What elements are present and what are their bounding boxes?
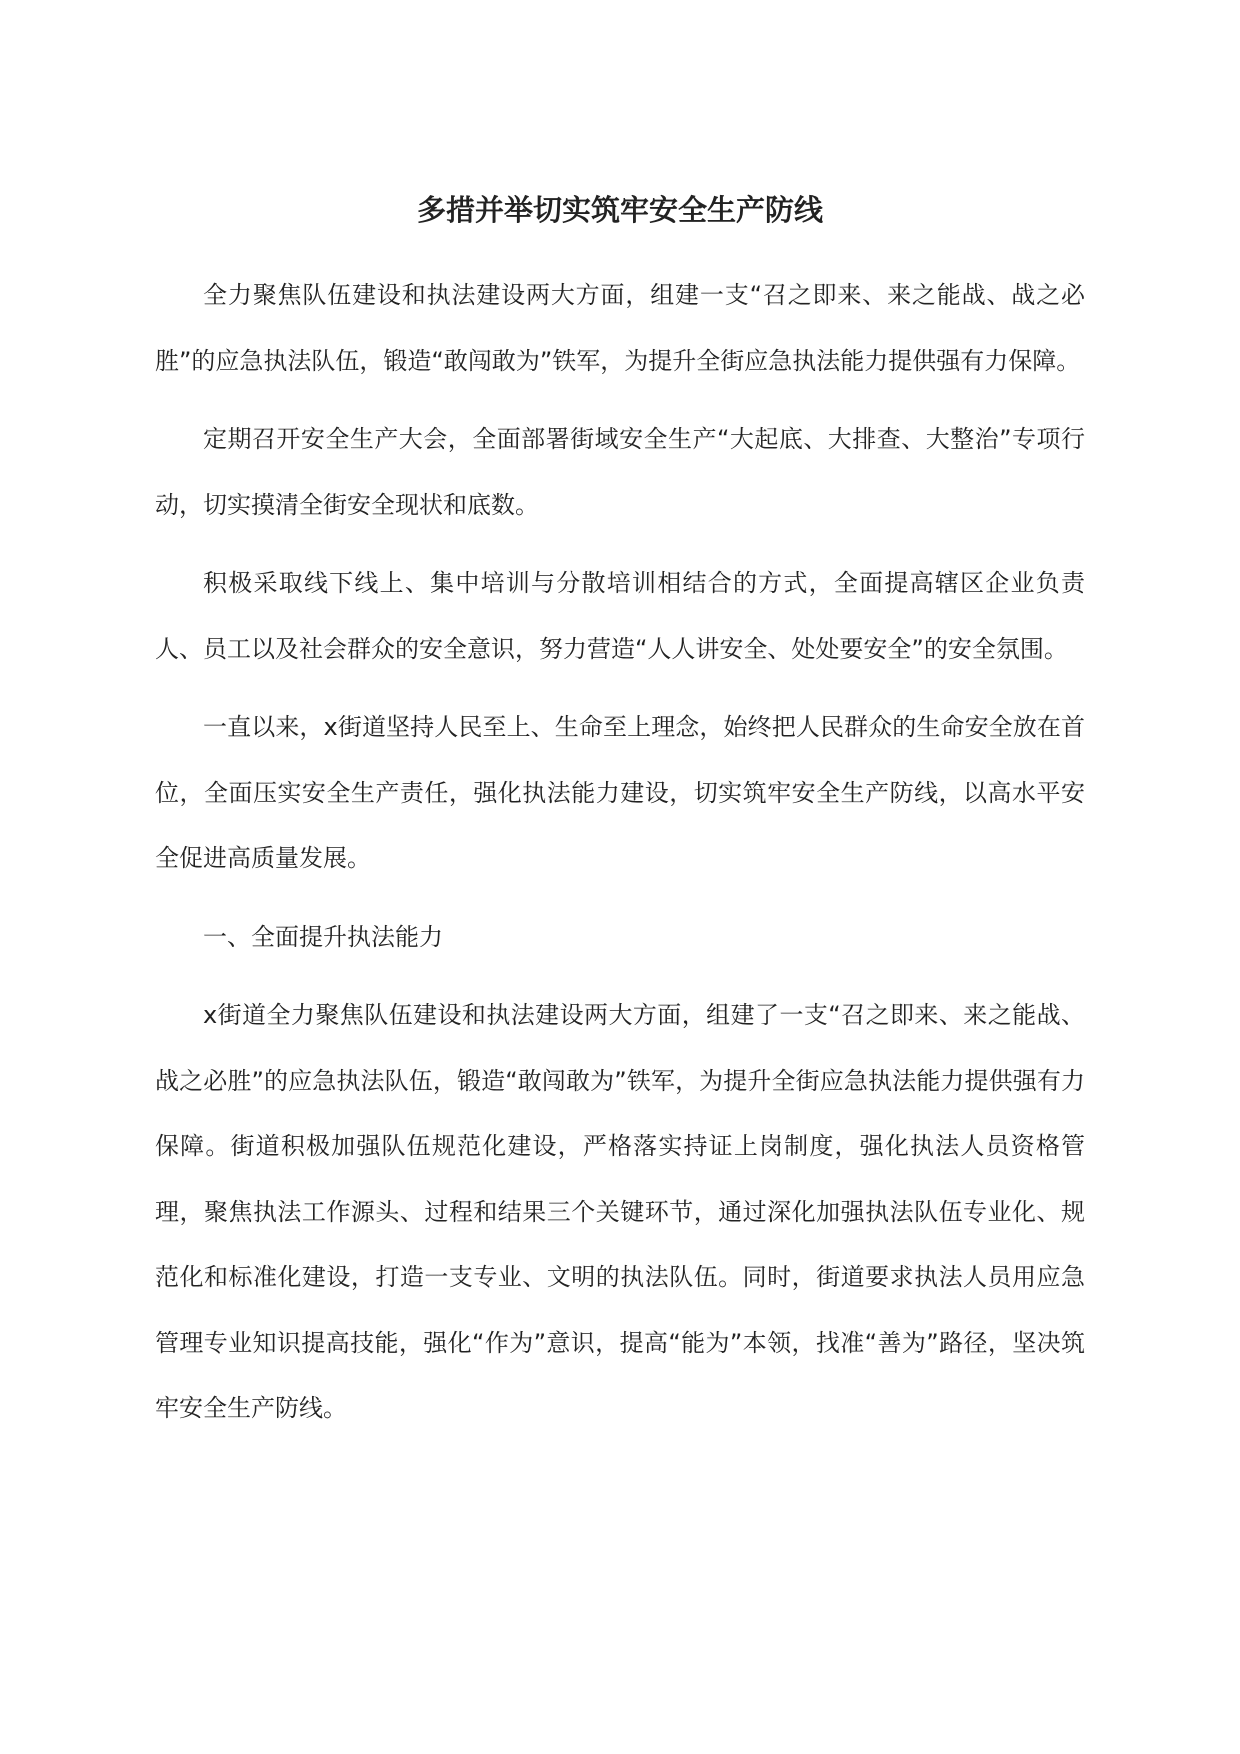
paragraph-4: 一直以来，x街道坚持人民至上、生命至上理念，始终把人民群众的生命安全放在首位，全面压实安全生产责任，强化执法能力建设，切实筑牢安全生产防线，以高水平安全促进高质量发展。 [155, 713, 1085, 872]
section-heading: 一、全面提升执法能力 [203, 922, 443, 951]
document-title: 多措并举切实筑牢安全生产防线 [416, 193, 823, 227]
paragraph-2: 定期召开安全生产大会，全面部署街域安全生产“大起底、大排查、大整治”专项行动，切实摸清全街安全现状和底数。 [155, 425, 1085, 519]
paragraph-1: 全力聚焦队伍建设和执法建设两大方面，组建一支“召之即来、来之能战、战之必胜”的应急执法队伍，锻造“敢闯敢为”铁军，为提升全街应急执法能力提供强有力保障。 [155, 281, 1085, 375]
section-paragraph-1: x街道全力聚焦队伍建设和执法建设两大方面，组建了一支“召之即来、来之能战、战之必胜”的应急执法队伍，锻造“敢闯敢为”铁军，为提升全街应急执法能力提供强有力保障。街道积极加强队伍规范化建设，严格落实持证上岗制度，强化执法人员资格管理，聚焦执法工作源头、过程和结果三个关键环节，通过深化加强执法队伍专业化、规范化和标准化建设，打造一支专业、文明的执法队伍。同时，街道要求执法人员用应急管理专业知识提高技能，强化“作为”意识，提高“能为”本领，找准“善为”路径，坚决筑牢安全生产防线。 [155, 1001, 1085, 1422]
paragraph-3: 积极采取线下线上、集中培训与分散培训相结合的方式，全面提高辖区企业负责人、员工以及社会群众的安全意识，努力营造“人人讲安全、处处要安全”的安全氛围。 [155, 569, 1085, 663]
